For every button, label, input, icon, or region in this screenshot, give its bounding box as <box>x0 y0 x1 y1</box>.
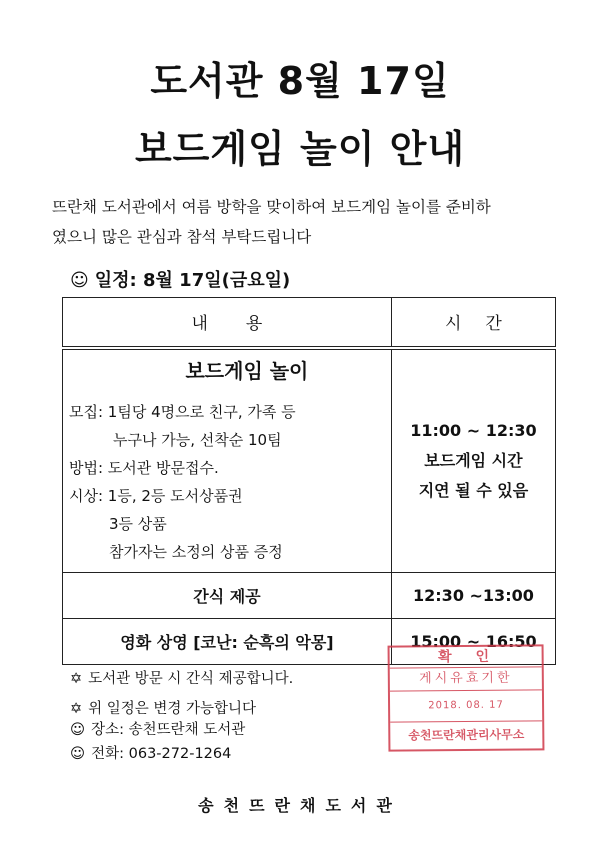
intro-line2: 였으니 많은 관심과 참석 부탁드립니다 <box>52 228 312 246</box>
snack-label: 간식 제공 <box>63 573 392 619</box>
movie-time: 15:00 ~ 16:50 <box>391 619 555 665</box>
boardgame-details <box>63 348 392 573</box>
stamp-validity-label: 게시유효기한 <box>390 667 542 691</box>
star-of-david-icon: ✡ <box>70 701 83 717</box>
time-line: 지연 될 수 있음 <box>418 480 529 500</box>
detail-line: 3등 상품 <box>109 515 167 534</box>
stamp-confirm: 확인 <box>390 646 542 668</box>
detail-line: 시상: 1등, 2등 도서상품권 <box>69 487 243 506</box>
time-line: 보드게임 시간 <box>424 450 523 470</box>
schedule-heading <box>70 266 290 292</box>
header-time: 시간 <box>391 298 555 348</box>
star-of-david-icon: ✡ <box>70 671 83 687</box>
page-title-line1: 도서관 8월 17일 <box>150 59 450 103</box>
approval-stamp <box>388 644 545 751</box>
detail-line: 참가자는 소정의 상품 증정 <box>109 543 283 562</box>
time-line: 11:00 ~ 12:30 <box>410 420 537 440</box>
schedule-label: 일정: 8월 17일(금요일) <box>94 270 291 291</box>
detail-line: 방법: 도서관 방문접수. <box>69 459 219 478</box>
intro-line1: 뜨란채 도서관에서 여름 방학을 맞이하여 보드게임 놀이를 준비하 <box>52 198 491 216</box>
stamp-office: 송천뜨란채관리사무소 <box>408 727 525 743</box>
stamp-date: 2018. 08. 17 <box>390 690 542 722</box>
footer-library-name: 송천뜨란채도서관 <box>198 796 402 815</box>
note-item: ✡ 도서관 방문 시 간식 제공합니다. <box>70 671 294 687</box>
table-header-row <box>63 298 556 348</box>
smiley-icon: ☺ <box>70 270 89 291</box>
page-title-line2: 보드게임 놀이 안내 <box>134 127 466 171</box>
smiley-icon: ☺ <box>70 746 86 762</box>
detail-line: 모집: 1팀당 4명으로 친구, 가족 등 <box>69 403 296 422</box>
header-content: 내용 <box>63 298 392 348</box>
boardgame-title: 보드게임 놀이 <box>185 359 309 384</box>
note-item: ✡ 위 일정은 변경 가능합니다 <box>70 701 257 717</box>
snack-time: 12:30 ~13:00 <box>391 573 555 619</box>
boardgame-time <box>391 348 555 573</box>
note-item: ☺ 전화: 063-272-1264 <box>70 746 232 762</box>
note-item: ☺ 장소: 송천뜨란채 도서관 <box>70 722 246 738</box>
smiley-icon: ☺ <box>70 722 86 738</box>
schedule-table <box>62 297 556 665</box>
movie-label: 영화 상영 [코난: 순흑의 악몽] <box>63 619 392 665</box>
table-row <box>63 573 556 619</box>
table-row <box>63 348 556 573</box>
detail-line: 누구나 가능, 선착순 10팀 <box>113 431 282 450</box>
